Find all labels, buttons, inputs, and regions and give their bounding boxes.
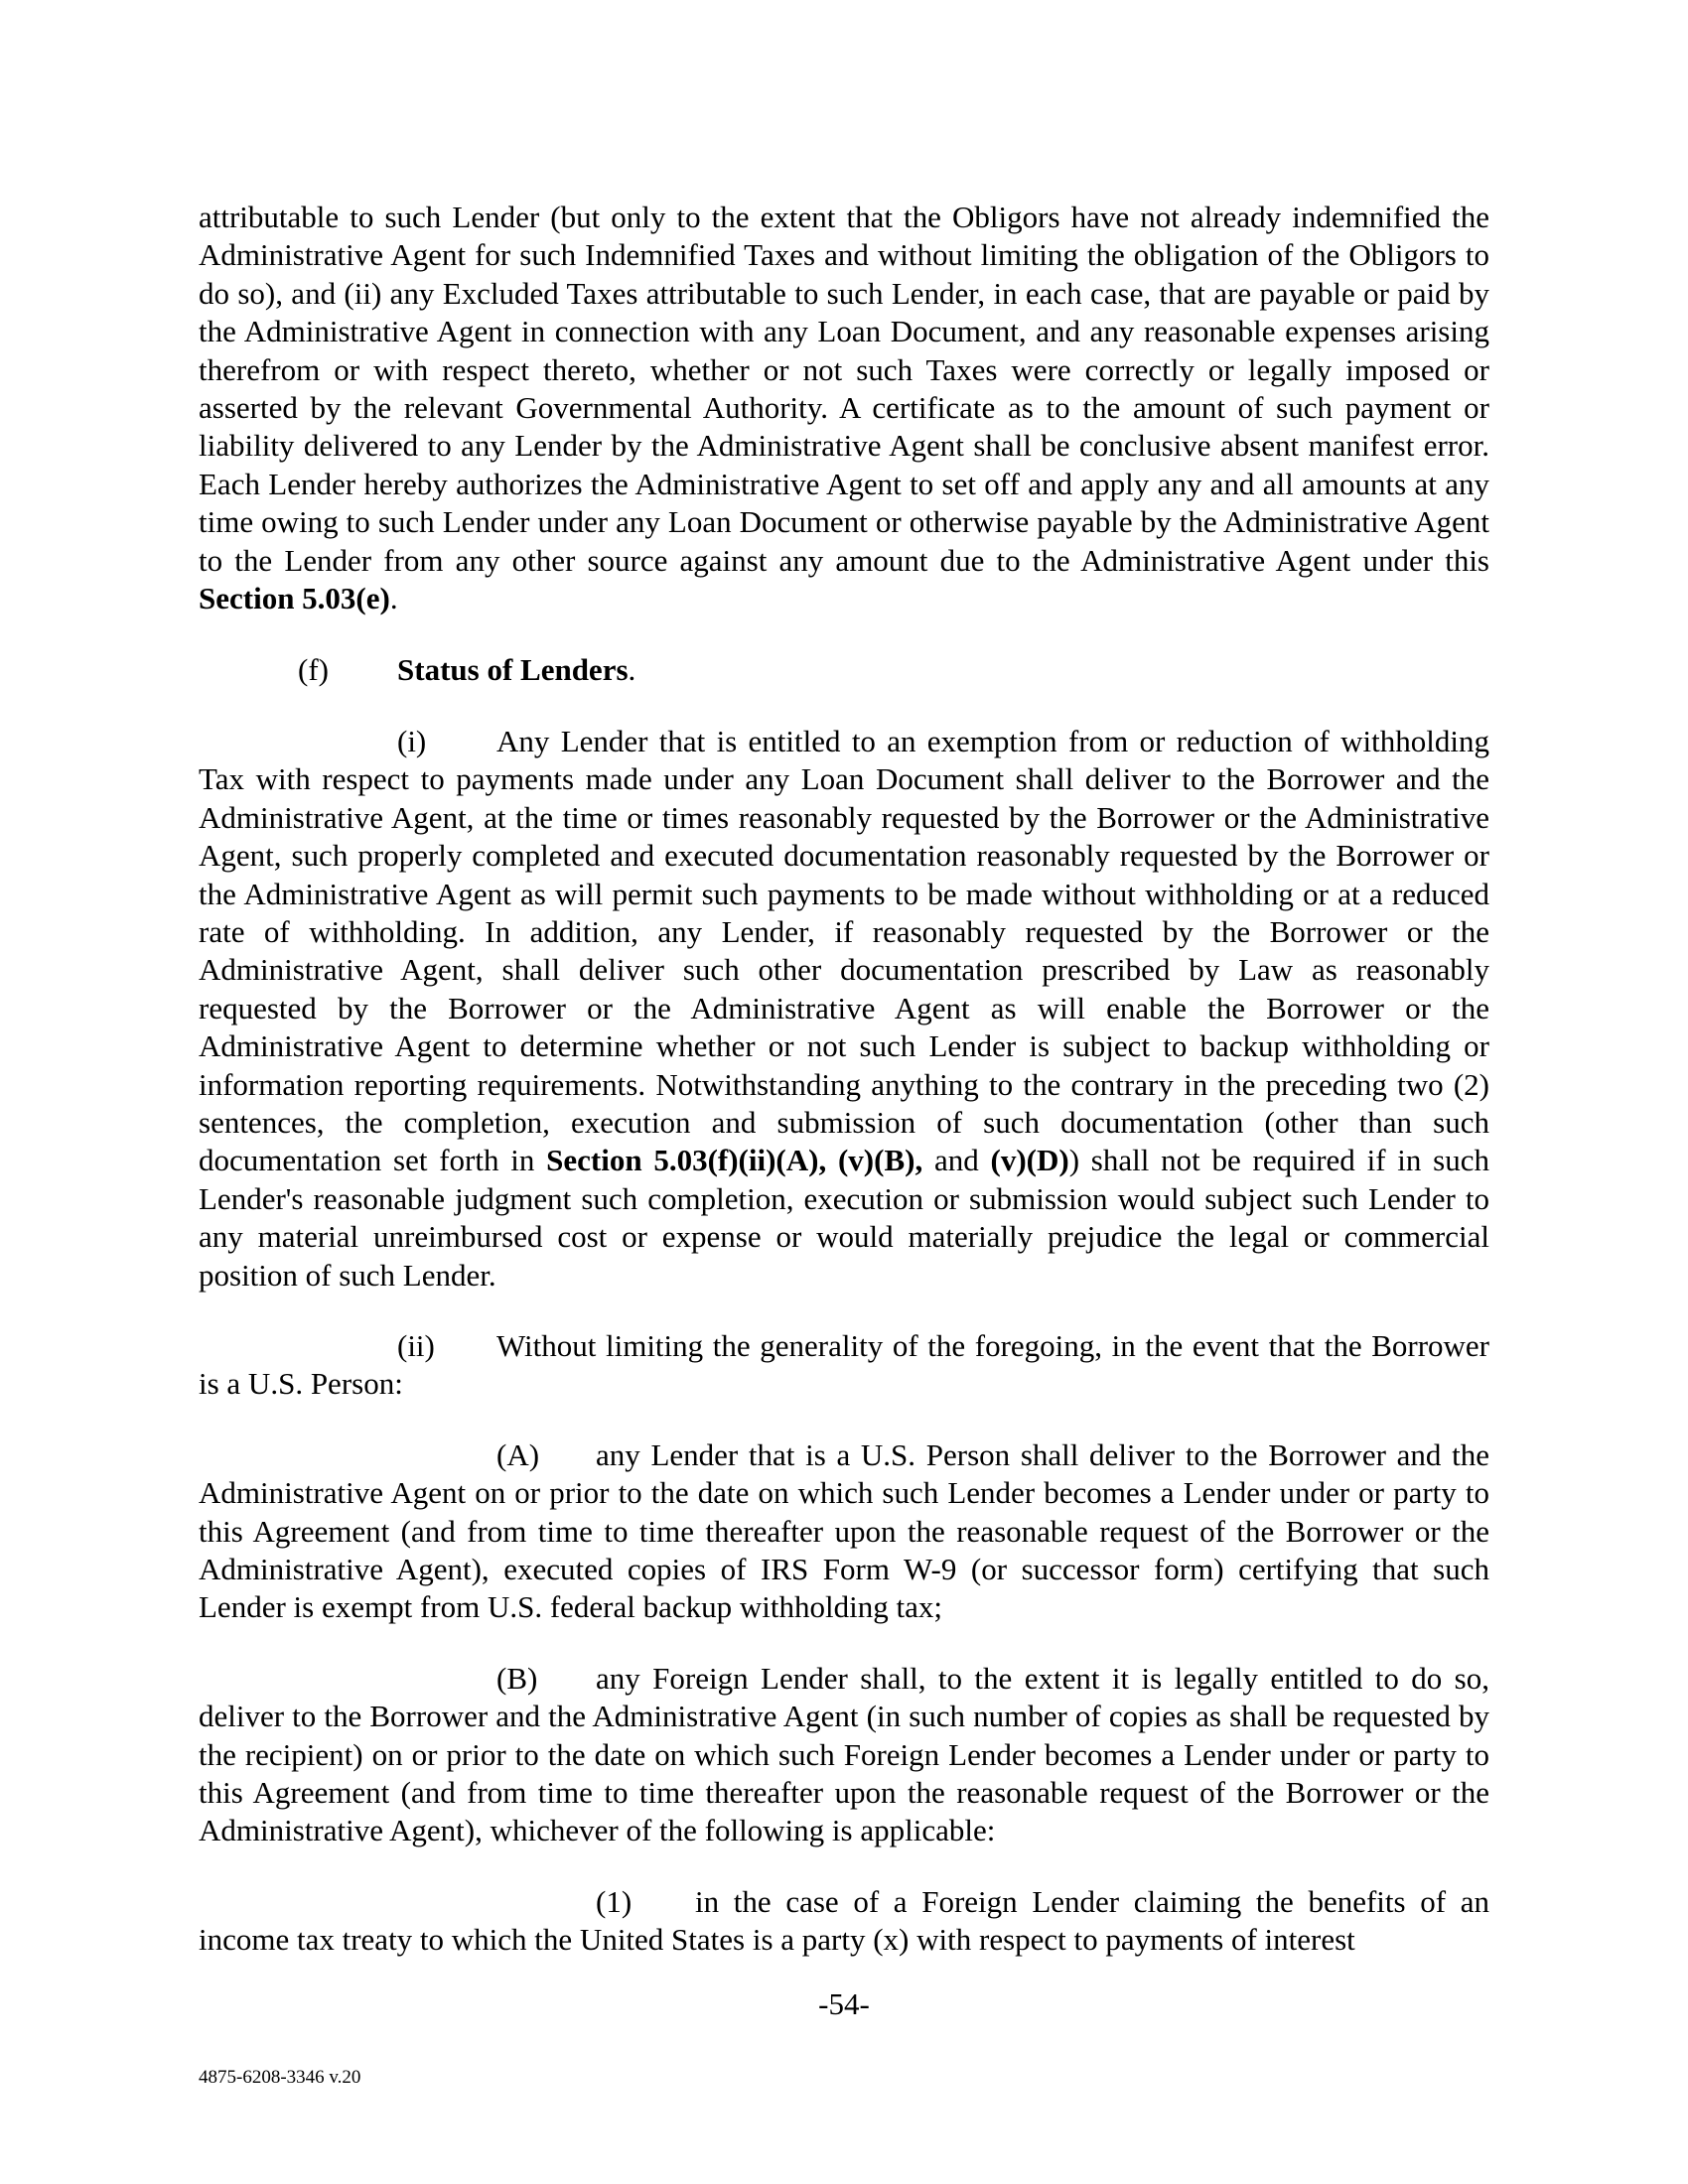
paragraph-1-label: (1) — [596, 1883, 633, 1919]
paragraph-B — [199, 1660, 1489, 1850]
paragraph-ii — [199, 1327, 1489, 1404]
paragraph-A — [199, 1436, 1489, 1627]
section-f-end: . — [628, 652, 636, 688]
document-id: 4875-6208-3346 v.20 — [199, 2067, 361, 2088]
paragraph-1 — [199, 1883, 1489, 1960]
paragraph-ii-label: (ii) — [397, 1327, 435, 1363]
page-number: -54- — [818, 1986, 870, 2021]
paragraph-B-text: any Foreign Lender shall, to the extent it is legally entitled to do so, deliver to the Borrower and the Administrative Agent (in such number of copies as shall be requested by the recipient) on or prior to the date on which such Foreign Lender becomes a Lender under or party to this Agreement (and from time to time thereafter upon the reasonable request of the Borrower or the Administrative Agent), whichever of the following is applicable: — [199, 1660, 1489, 1848]
continuation-end: . — [389, 581, 398, 616]
section-reference: Section 5.03(e) — [199, 581, 390, 616]
section-reference-f-ii: Section 5.03(f)(ii)(A), (v)(B), — [546, 1143, 923, 1178]
continuation-paragraph — [199, 199, 1489, 617]
paragraph-B-label: (B) — [496, 1660, 538, 1696]
paragraph-1-text: in the case of a Foreign Lender claiming the benefits of an income tax treaty to which the United States is a party (x) with respect to payments of interest — [199, 1883, 1489, 1958]
paragraph-A-label: (A) — [496, 1436, 540, 1472]
document-body — [199, 199, 1489, 1960]
section-f-title: Status of Lenders — [397, 652, 629, 688]
paragraph-i-text-2: and — [922, 1143, 991, 1178]
section-f-heading — [199, 651, 1489, 689]
paragraph-A-text: any Lender that is a U.S. Person shall deliver to the Borrower and the Administrative Agent on or prior to the date on which such Lender becomes a Lender under or party to this Agreement (and from time to time thereafter upon the reasonable request of the Borrower or the Administrative Agent), executed copies of IRS Form W-9 (or successor form) certifying that such Lender is exempt from U.S. federal backup withholding tax; — [199, 1436, 1489, 1625]
paragraph-i-text-3: ) shall not be required if in such Lender's reasonable judgment such completion, execution or submission would subject such Lender to any material unreimbursed cost or expense or would materially prejudice the legal or commercial position of such Lender. — [199, 1143, 1489, 1293]
paragraph-i-label: (i) — [397, 723, 427, 758]
paragraph-ii-text: Without limiting the generality of the foregoing, in the event that the Borrower is a U.S. Person: — [199, 1327, 1489, 1402]
paragraph-i — [199, 723, 1489, 1295]
continuation-text: attributable to such Lender (but only to the extent that the Obligors have not already indemnified the Administrative Agent for such Indemnified Taxes and without limiting the obligation of the Obligors to do so), and (ii) any Excluded Taxes attributable to such Lender, in each case, that are payable or paid by the Administrative Agent in connection with any Loan Document, and any reasonable expenses arising therefrom or with respect thereto, whether or not such Taxes were correctly or legally imposed or asserted by the relevant Governmental Authority. A certificate as to the amount of such payment or liability delivered to any Lender by the Administrative Agent shall be conclusive absent manifest error. Each Lender hereby authorizes the Administrative Agent to set off and apply any and all amounts at any time owing to such Lender under any Loan Document or otherwise payable by the Administrative Agent to the Lender from any other source against any amount due to the Administrative Agent under this — [199, 200, 1489, 578]
section-reference-v-d: (v)(D) — [990, 1143, 1069, 1178]
section-f-label: (f) — [298, 652, 329, 688]
paragraph-i-text-1: Any Lender that is entitled to an exemption from or reduction of withholding Tax with respect to payments made under any Loan Document shall deliver to the Borrower and the Administrative Agent, at the time or times reasonably requested by the Borrower or the Administrative Agent, such properly completed and executed documentation reasonably requested by the Borrower or the Administrative Agent as will permit such payments to be made without withholding or at a reduced rate of withholding. In addition, any Lender, if reasonably requested by the Borrower or the Administrative Agent, shall deliver such other documentation prescribed by Law as reasonably requested by the Borrower or the Administrative Agent as will enable the Borrower or the Administrative Agent to determine whether or not such Lender is subject to backup withholding or information reporting requirements. Notwithstanding anything to the contrary in the preceding two (2) sentences, the completion, execution and submission of such documentation (other than such documentation set forth in — [199, 723, 1489, 1178]
